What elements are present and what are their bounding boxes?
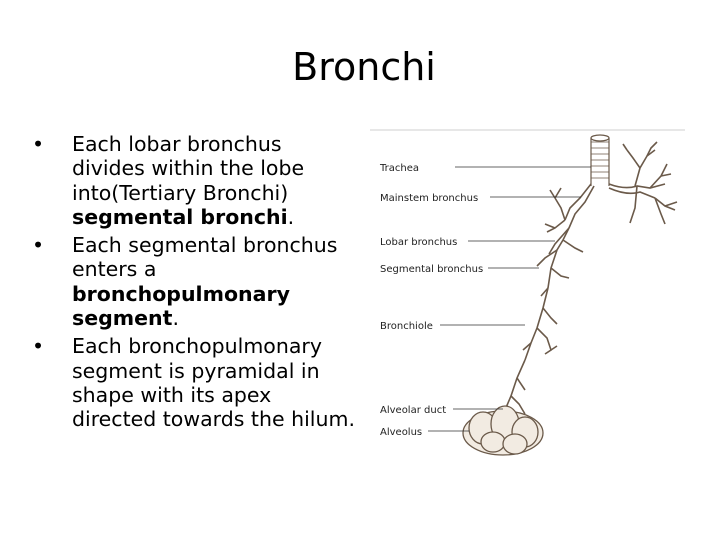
bullet-text: Each bronchopulmonary segment is pyramidal in shape with its apex directed towards the hilum. [72,334,355,432]
bullet-bold-text: bronchopulmonary segment [72,281,290,331]
trachea-drawing [591,135,609,186]
bullet-text-end: . [172,306,179,331]
label-segmental-bronchus: Segmental bronchus [380,264,484,275]
label-trachea: Trachea [380,163,419,174]
slide-title: Bronchi [292,45,436,89]
left-branches [497,184,594,418]
bullet-dot: • [32,334,45,359]
bullet-dot: • [32,233,45,258]
bullet-item [30,132,360,229]
bullet-text: Each segmental bronchus enters a [72,233,338,282]
bullet-item [30,334,360,431]
label-mainstem-bronchus: Mainstem bronchus [380,193,479,204]
bullet-bold-text: segmental bronchi [72,204,288,229]
bullet-item [30,233,360,330]
label-leaders [428,167,591,431]
label-lobar-bronchus: Lobar bronchus [380,237,458,248]
bullet-text: Each lobar bronchus divides within the lobe into(Tertiary Bronchi) [72,132,305,205]
label-bronchiole: Bronchiole [380,321,433,332]
right-branches [609,142,677,224]
label-alveolar-duct: Alveolar duct [380,405,447,416]
bullet-list [30,132,360,436]
label-alveolus: Alveolus [380,427,423,438]
bullet-dot: • [32,132,45,156]
bullet-text-end: . [287,204,295,229]
alveolus-cluster [463,406,543,455]
bronchial-tree-diagram [365,128,690,458]
